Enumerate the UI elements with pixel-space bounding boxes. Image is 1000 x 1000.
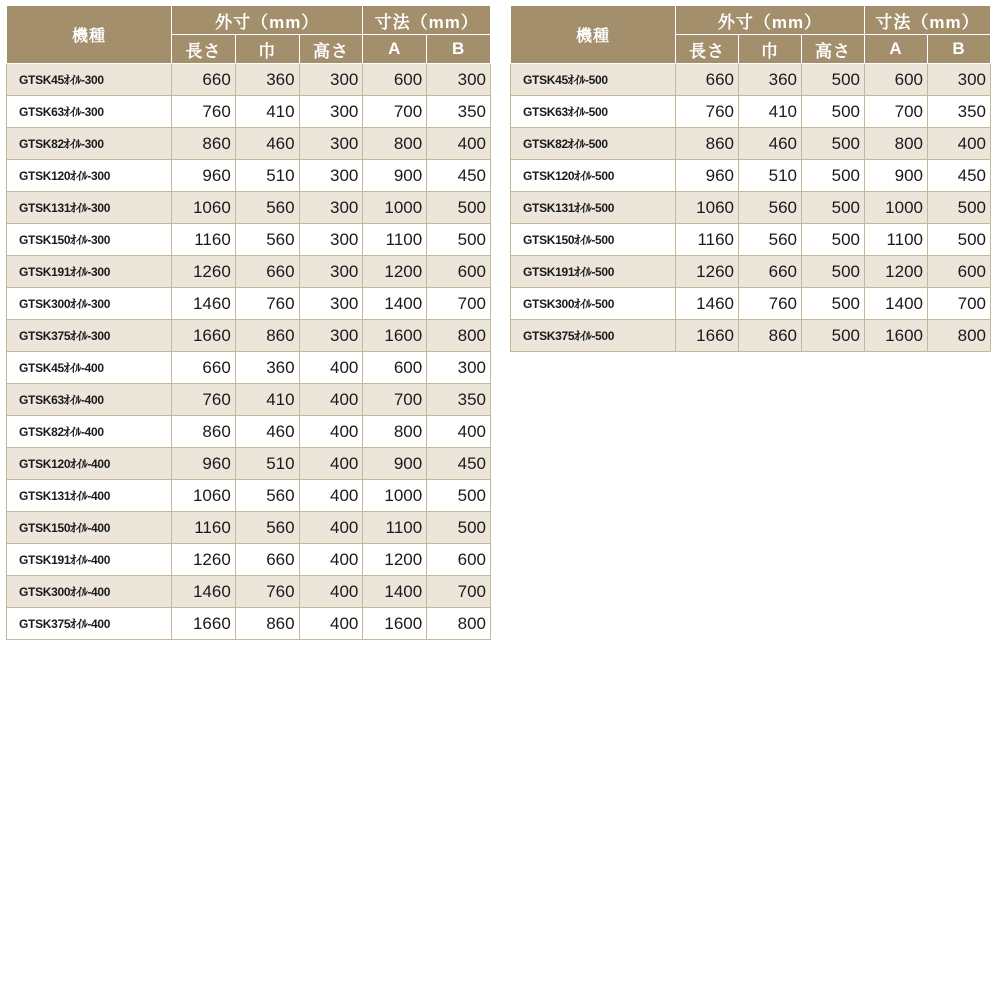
b-cell: 500 <box>427 512 491 544</box>
model-cell: GTSK120ｵｲﾙ-300 <box>7 160 172 192</box>
height-cell: 300 <box>299 288 363 320</box>
a-cell: 800 <box>865 128 928 160</box>
length-cell: 760 <box>172 384 236 416</box>
length-cell: 1660 <box>172 608 236 640</box>
model-cell: GTSK150ｵｲﾙ-400 <box>7 512 172 544</box>
a-cell: 1100 <box>363 224 427 256</box>
a-cell: 600 <box>363 352 427 384</box>
width-cell: 460 <box>739 128 802 160</box>
table-row <box>7 384 491 416</box>
width-cell: 360 <box>235 64 299 96</box>
a-cell: 1200 <box>865 256 928 288</box>
table-row <box>7 448 491 480</box>
b-cell: 600 <box>427 256 491 288</box>
length-cell: 1460 <box>676 288 739 320</box>
b-cell: 350 <box>427 96 491 128</box>
width-cell: 760 <box>739 288 802 320</box>
width-cell: 860 <box>235 608 299 640</box>
height-cell: 500 <box>802 288 865 320</box>
height-cell: 400 <box>299 608 363 640</box>
b-cell: 700 <box>427 288 491 320</box>
table-row <box>7 480 491 512</box>
model-cell: GTSK120ｵｲﾙ-400 <box>7 448 172 480</box>
a-cell: 1000 <box>363 192 427 224</box>
model-cell: GTSK63ｵｲﾙ-500 <box>511 96 676 128</box>
model-cell: GTSK131ｵｲﾙ-500 <box>511 192 676 224</box>
width-cell: 360 <box>739 64 802 96</box>
length-cell: 1660 <box>172 320 236 352</box>
a-cell: 1100 <box>363 512 427 544</box>
height-cell: 300 <box>299 320 363 352</box>
model-cell: GTSK82ｵｲﾙ-400 <box>7 416 172 448</box>
table-row <box>7 416 491 448</box>
table-row <box>511 64 991 96</box>
width-cell: 760 <box>235 576 299 608</box>
table-body <box>7 64 491 640</box>
b-header: B <box>928 35 991 64</box>
b-cell: 500 <box>928 192 991 224</box>
table-row <box>7 96 491 128</box>
spec-table-right <box>510 5 991 352</box>
length-cell: 1060 <box>172 480 236 512</box>
length-header: 長さ <box>676 35 739 64</box>
length-cell: 660 <box>172 352 236 384</box>
length-header: 長さ <box>172 35 236 64</box>
b-cell: 450 <box>427 160 491 192</box>
table-row <box>7 288 491 320</box>
a-cell: 1000 <box>865 192 928 224</box>
model-header: 機種 <box>7 6 172 64</box>
model-cell: GTSK375ｵｲﾙ-500 <box>511 320 676 352</box>
a-cell: 900 <box>363 160 427 192</box>
height-header: 高さ <box>802 35 865 64</box>
length-cell: 1060 <box>676 192 739 224</box>
length-cell: 860 <box>676 128 739 160</box>
height-cell: 300 <box>299 192 363 224</box>
a-cell: 1400 <box>363 288 427 320</box>
b-cell: 800 <box>427 320 491 352</box>
model-cell: GTSK45ｵｲﾙ-300 <box>7 64 172 96</box>
length-cell: 1060 <box>172 192 236 224</box>
height-cell: 500 <box>802 224 865 256</box>
model-cell: GTSK131ｵｲﾙ-300 <box>7 192 172 224</box>
model-cell: GTSK82ｵｲﾙ-300 <box>7 128 172 160</box>
b-cell: 600 <box>928 256 991 288</box>
width-cell: 560 <box>235 224 299 256</box>
table-row <box>7 576 491 608</box>
width-cell: 410 <box>235 384 299 416</box>
b-cell: 450 <box>427 448 491 480</box>
length-cell: 1260 <box>172 544 236 576</box>
length-cell: 1260 <box>676 256 739 288</box>
width-cell: 510 <box>739 160 802 192</box>
a-cell: 1600 <box>363 320 427 352</box>
table-row <box>511 288 991 320</box>
b-cell: 500 <box>427 224 491 256</box>
model-header: 機種 <box>511 6 676 64</box>
length-cell: 660 <box>172 64 236 96</box>
table-header <box>511 6 991 64</box>
table-row <box>7 320 491 352</box>
model-cell: GTSK82ｵｲﾙ-500 <box>511 128 676 160</box>
width-cell: 460 <box>235 128 299 160</box>
length-cell: 760 <box>676 96 739 128</box>
height-cell: 400 <box>299 544 363 576</box>
model-cell: GTSK63ｵｲﾙ-400 <box>7 384 172 416</box>
a-cell: 800 <box>363 128 427 160</box>
length-cell: 1160 <box>172 224 236 256</box>
width-cell: 560 <box>739 224 802 256</box>
height-cell: 400 <box>299 416 363 448</box>
table-body <box>511 64 991 352</box>
table-row <box>511 320 991 352</box>
a-cell: 1200 <box>363 256 427 288</box>
width-cell: 510 <box>235 448 299 480</box>
height-cell: 300 <box>299 96 363 128</box>
model-cell: GTSK131ｵｲﾙ-400 <box>7 480 172 512</box>
width-cell: 560 <box>235 480 299 512</box>
table-row <box>7 160 491 192</box>
b-cell: 400 <box>928 128 991 160</box>
table-row <box>7 544 491 576</box>
table-row <box>7 352 491 384</box>
table-row <box>511 128 991 160</box>
model-cell: GTSK191ｵｲﾙ-500 <box>511 256 676 288</box>
width-cell: 860 <box>739 320 802 352</box>
length-cell: 960 <box>676 160 739 192</box>
height-cell: 500 <box>802 96 865 128</box>
height-cell: 400 <box>299 448 363 480</box>
table-row <box>7 64 491 96</box>
height-cell: 400 <box>299 576 363 608</box>
width-cell: 660 <box>739 256 802 288</box>
a-cell: 1400 <box>865 288 928 320</box>
width-cell: 560 <box>235 512 299 544</box>
height-cell: 300 <box>299 64 363 96</box>
height-cell: 500 <box>802 160 865 192</box>
a-cell: 800 <box>363 416 427 448</box>
model-cell: GTSK191ｵｲﾙ-400 <box>7 544 172 576</box>
table-row <box>7 128 491 160</box>
model-cell: GTSK120ｵｲﾙ-500 <box>511 160 676 192</box>
width-cell: 560 <box>739 192 802 224</box>
model-cell: GTSK375ｵｲﾙ-400 <box>7 608 172 640</box>
width-header: 巾 <box>235 35 299 64</box>
table-row <box>511 192 991 224</box>
table-header <box>7 6 491 64</box>
table-row <box>7 512 491 544</box>
b-cell: 350 <box>427 384 491 416</box>
a-cell: 1200 <box>363 544 427 576</box>
a-cell: 900 <box>363 448 427 480</box>
b-cell: 450 <box>928 160 991 192</box>
dimensions-header: 寸法（mm） <box>865 6 991 35</box>
length-cell: 1160 <box>172 512 236 544</box>
height-cell: 400 <box>299 480 363 512</box>
model-cell: GTSK300ｵｲﾙ-300 <box>7 288 172 320</box>
length-cell: 760 <box>172 96 236 128</box>
width-header: 巾 <box>739 35 802 64</box>
b-cell: 350 <box>928 96 991 128</box>
b-cell: 800 <box>928 320 991 352</box>
b-cell: 400 <box>427 416 491 448</box>
length-cell: 660 <box>676 64 739 96</box>
length-cell: 1260 <box>172 256 236 288</box>
table-row <box>7 192 491 224</box>
length-cell: 1460 <box>172 288 236 320</box>
table-row <box>7 608 491 640</box>
a-cell: 600 <box>363 64 427 96</box>
b-header: B <box>427 35 491 64</box>
length-cell: 860 <box>172 416 236 448</box>
height-header: 高さ <box>299 35 363 64</box>
height-cell: 300 <box>299 256 363 288</box>
model-cell: GTSK375ｵｲﾙ-300 <box>7 320 172 352</box>
height-cell: 500 <box>802 128 865 160</box>
b-cell: 300 <box>427 64 491 96</box>
height-cell: 300 <box>299 160 363 192</box>
outer-dimensions-header: 外寸（mm） <box>172 6 363 35</box>
table-row <box>7 256 491 288</box>
a-cell: 1600 <box>865 320 928 352</box>
length-cell: 860 <box>172 128 236 160</box>
a-cell: 700 <box>363 96 427 128</box>
height-cell: 400 <box>299 384 363 416</box>
height-cell: 300 <box>299 224 363 256</box>
width-cell: 510 <box>235 160 299 192</box>
height-cell: 500 <box>802 192 865 224</box>
a-cell: 1600 <box>363 608 427 640</box>
height-cell: 400 <box>299 352 363 384</box>
height-cell: 500 <box>802 64 865 96</box>
model-cell: GTSK45ｵｲﾙ-500 <box>511 64 676 96</box>
b-cell: 800 <box>427 608 491 640</box>
height-cell: 400 <box>299 512 363 544</box>
length-cell: 960 <box>172 448 236 480</box>
a-cell: 1100 <box>865 224 928 256</box>
b-cell: 700 <box>427 576 491 608</box>
b-cell: 300 <box>928 64 991 96</box>
b-cell: 400 <box>427 128 491 160</box>
width-cell: 560 <box>235 192 299 224</box>
a-cell: 1400 <box>363 576 427 608</box>
a-cell: 600 <box>865 64 928 96</box>
b-cell: 700 <box>928 288 991 320</box>
a-cell: 900 <box>865 160 928 192</box>
length-cell: 1660 <box>676 320 739 352</box>
height-cell: 500 <box>802 320 865 352</box>
spec-table-left <box>6 5 491 640</box>
width-cell: 660 <box>235 256 299 288</box>
length-cell: 960 <box>172 160 236 192</box>
model-cell: GTSK300ｵｲﾙ-500 <box>511 288 676 320</box>
model-cell: GTSK191ｵｲﾙ-300 <box>7 256 172 288</box>
table-row <box>511 160 991 192</box>
height-cell: 300 <box>299 128 363 160</box>
model-cell: GTSK300ｵｲﾙ-400 <box>7 576 172 608</box>
a-cell: 1000 <box>363 480 427 512</box>
model-cell: GTSK150ｵｲﾙ-500 <box>511 224 676 256</box>
width-cell: 410 <box>235 96 299 128</box>
width-cell: 760 <box>235 288 299 320</box>
width-cell: 460 <box>235 416 299 448</box>
table-row <box>511 224 991 256</box>
outer-dimensions-header: 外寸（mm） <box>676 6 865 35</box>
width-cell: 860 <box>235 320 299 352</box>
dimensions-header: 寸法（mm） <box>363 6 491 35</box>
table-row <box>7 224 491 256</box>
b-cell: 500 <box>928 224 991 256</box>
b-cell: 500 <box>427 480 491 512</box>
a-cell: 700 <box>363 384 427 416</box>
b-cell: 600 <box>427 544 491 576</box>
width-cell: 660 <box>235 544 299 576</box>
table-row <box>511 96 991 128</box>
a-cell: 700 <box>865 96 928 128</box>
b-cell: 300 <box>427 352 491 384</box>
a-header: A <box>363 35 427 64</box>
b-cell: 500 <box>427 192 491 224</box>
table-row <box>511 256 991 288</box>
model-cell: GTSK45ｵｲﾙ-400 <box>7 352 172 384</box>
model-cell: GTSK150ｵｲﾙ-300 <box>7 224 172 256</box>
a-header: A <box>865 35 928 64</box>
width-cell: 410 <box>739 96 802 128</box>
height-cell: 500 <box>802 256 865 288</box>
length-cell: 1460 <box>172 576 236 608</box>
model-cell: GTSK63ｵｲﾙ-300 <box>7 96 172 128</box>
length-cell: 1160 <box>676 224 739 256</box>
width-cell: 360 <box>235 352 299 384</box>
